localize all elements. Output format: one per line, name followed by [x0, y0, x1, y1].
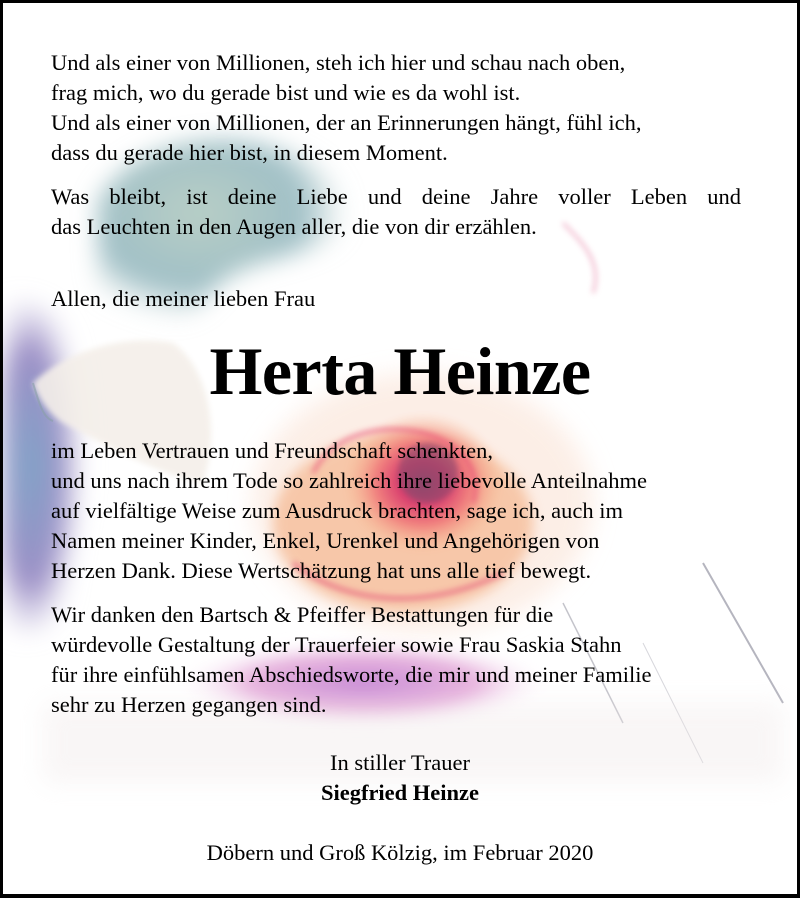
- thanks-paragraph: [51, 436, 647, 586]
- signatory-name: Siegfried Heinze: [320, 780, 480, 805]
- text-line: im Leben Vertrauen und Freundschaft schenkten,: [51, 438, 493, 463]
- text-line: sehr zu Herzen gegangen sind.: [51, 692, 327, 717]
- poem-verse-2: [51, 182, 741, 242]
- intro-text: Allen, die meiner lieben Frau: [51, 286, 316, 311]
- text-line: auf vielfältige Weise zum Ausdruck brachten, sage ich, auch im: [51, 498, 623, 523]
- poem-line: das Leuchten in den Augen aller, die von dir erzählen.: [51, 214, 537, 239]
- place-and-date: Döbern und Groß Kölzig, im Februar 2020: [206, 840, 594, 865]
- poem-line: Und als einer von Millionen, der an Erinnerungen hängt, fühl ich,: [51, 110, 642, 135]
- poem-line: Was bleibt, ist deine Liebe und deine Jahre voller Leben und: [51, 184, 741, 209]
- poem-line: Und als einer von Millionen, steh ich hier und schau nach oben,: [51, 50, 626, 75]
- text-line: Herzen Dank. Diese Wertschätzung hat uns alle tief bewegt.: [51, 558, 592, 583]
- closing-phrase: In stiller Trauer: [330, 750, 470, 775]
- acknowledgement-paragraph: [51, 600, 651, 720]
- text-line: Namen meiner Kinder, Enkel, Urenkel und Angehörigen von: [51, 528, 600, 553]
- poem-line: frag mich, wo du gerade bist und wie es da wohl ist.: [51, 80, 521, 105]
- text-line: und uns nach ihrem Tode so zahlreich ihre liebevolle Anteilnahme: [51, 468, 647, 493]
- text-line: Wir danken den Bartsch & Pfeiffer Bestattungen für die: [51, 602, 554, 627]
- text-line: für ihre einfühlsamen Abschiedsworte, die mir und meiner Familie: [51, 662, 652, 687]
- poem-verse-1: [51, 48, 641, 168]
- poem-line: dass du gerade hier bist, in diesem Moment.: [51, 140, 448, 165]
- deceased-name: Herta Heinze: [209, 333, 591, 409]
- text-line: würdevolle Gestaltung der Trauerfeier sowie Frau Saskia Stahn: [51, 632, 622, 657]
